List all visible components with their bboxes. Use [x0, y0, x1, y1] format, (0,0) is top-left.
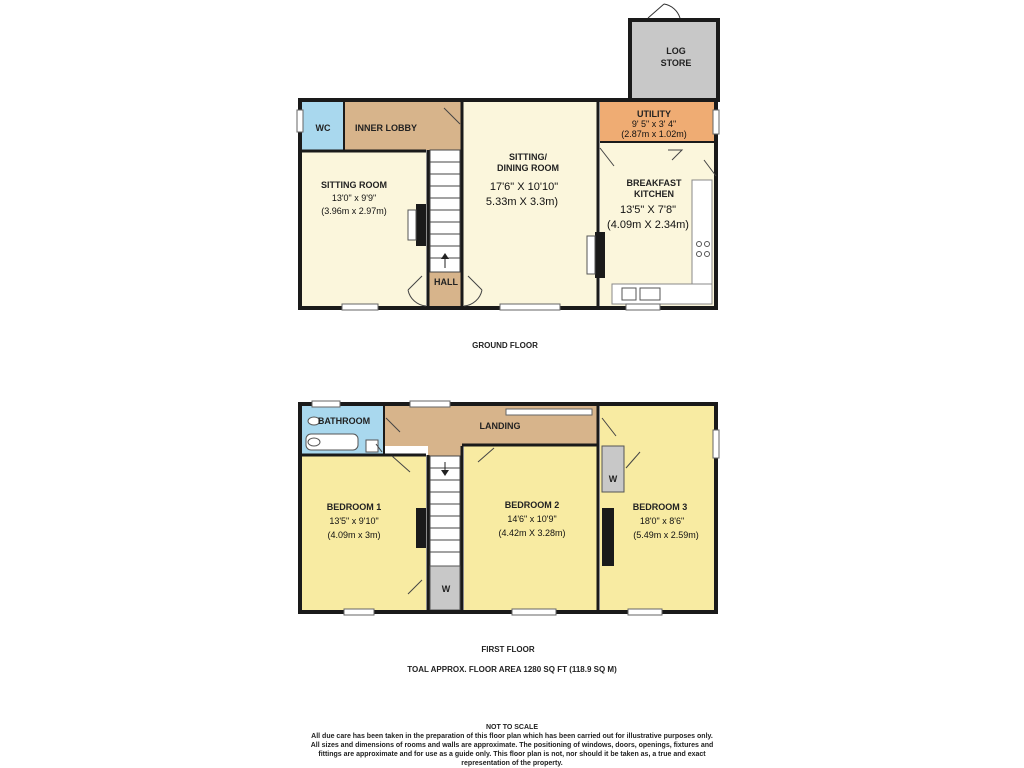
disclaimer-line-2: All sizes and dimensions of rooms and walls are approximate. The positioning of windows, doors, openings, fixtures and	[310, 742, 714, 749]
wardrobe-label-2: W	[608, 474, 618, 484]
bedroom-3-label: BEDROOM 3	[632, 502, 688, 512]
first-floor-caption: FIRST FLOOR	[481, 645, 535, 654]
ground-stairs	[430, 150, 460, 272]
landing-label: LANDING	[479, 421, 521, 431]
sitting-dining-imperial: 17'6" X 10'10"	[489, 181, 559, 193]
disclaimer-line-3: fittings are approximate and for use as a guide only. This floor plan is not, nor should it be taken as, a true and exact	[318, 751, 706, 758]
bedroom-2-label: BEDROOM 2	[504, 500, 560, 510]
bedroom-1-imperial: 13'5" x 9'10"	[329, 516, 379, 526]
breakfast-kitchen-metric: (4.09m X 2.34m)	[607, 219, 689, 231]
sitting-dining-label-2: DINING ROOM	[497, 163, 559, 173]
utility-imperial: 9' 5" x 3' 4"	[631, 119, 677, 129]
bath-icon	[306, 434, 358, 450]
kitchen-worktop-bottom	[612, 284, 712, 304]
sitting-room-hearth	[408, 210, 416, 240]
disclaimer-line-4: representation of the property.	[461, 760, 563, 767]
inner-lobby-label: INNER LOBBY	[354, 123, 418, 133]
hall-label: HALL	[434, 277, 458, 287]
log-store-door	[648, 4, 680, 18]
breakfast-kitchen-imperial: 13'5" X 7'8"	[619, 204, 677, 216]
sitting-room-imperial: 13'0" x 9'9"	[331, 193, 377, 203]
breakfast-kitchen-label-1: BREAKFAST	[626, 178, 682, 188]
disclaimer-line-1: All due care has been taken in the preparation of this floor plan which has been carried out for illustrative purposes only.	[311, 733, 713, 740]
bedroom-1-label: BEDROOM 1	[326, 502, 382, 512]
sitting-room-fireplace	[416, 204, 426, 246]
utility-label: UTILITY	[637, 109, 671, 119]
log-store-label-2: STORE	[660, 58, 692, 68]
total-area: TOAL APPROX. FLOOR AREA 1280 SQ FT (118.9 SQ M)	[407, 665, 617, 674]
wardrobe-bedroom-3	[602, 446, 624, 492]
bedroom-1-metric: (4.09m x 3m)	[327, 530, 381, 540]
breakfast-kitchen-label-2: KITCHEN	[634, 189, 674, 199]
utility-metric: (2.87m x 1.02m)	[621, 129, 687, 139]
sitting-dining-metric: 5.33m X 3.3m)	[485, 196, 559, 208]
disclaimer-title: NOT TO SCALE	[486, 724, 538, 731]
first-stairs	[430, 456, 460, 566]
sitting-dining-label-1: SITTING/	[509, 152, 547, 162]
sitting-room-area	[302, 152, 426, 306]
landing-stair-head	[428, 446, 462, 456]
bedroom-3-imperial: 18'0" x 8'6"	[639, 516, 685, 526]
bathroom-label: BATHROOM	[317, 416, 371, 426]
wc-label: WC	[315, 123, 331, 133]
bedroom-2-metric: (4.42m X 3.28m)	[498, 528, 566, 538]
dining-room-hearth	[587, 236, 595, 274]
sitting-room-metric: (3.96m x 2.97m)	[321, 206, 387, 216]
bedroom-1-chimney	[416, 508, 426, 548]
bedroom-3-chimney	[602, 508, 614, 566]
ground-floor-plan	[297, 4, 719, 310]
bedroom-3-metric: (5.49m x 2.59m)	[633, 530, 699, 540]
log-store-label-1: LOG	[666, 46, 686, 56]
basin-icon	[366, 440, 378, 452]
sitting-room-label: SITTING ROOM	[321, 180, 387, 190]
ground-floor-caption: GROUND FLOOR	[472, 341, 538, 350]
bedroom-2-imperial: 14'6" x 10'9"	[507, 514, 557, 524]
wardrobe-label-1: W	[441, 584, 451, 594]
